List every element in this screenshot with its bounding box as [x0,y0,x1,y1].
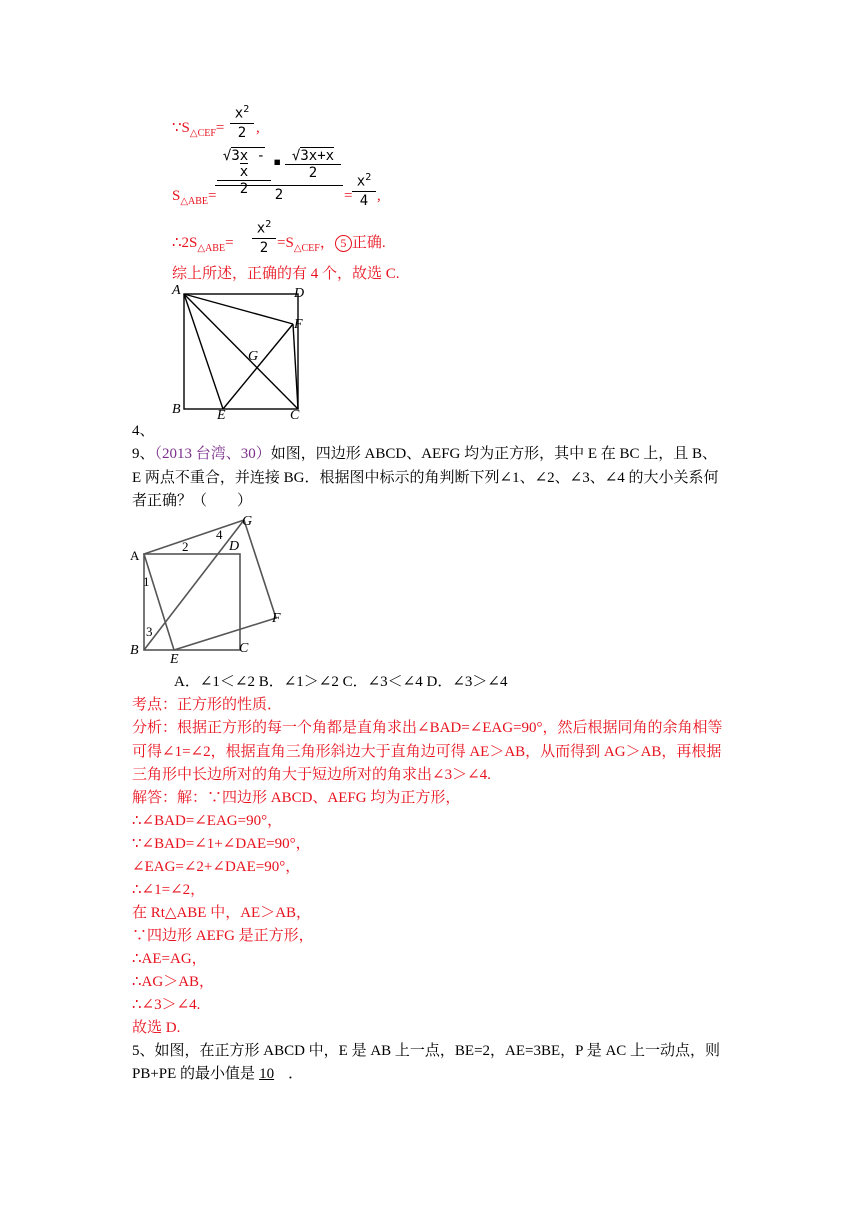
fraction-x2-over-2: $x^2$ 2 [230,104,254,141]
equals: = [344,188,353,204]
label-d: D [294,286,305,301]
step-5: 在 Rt△ABE 中，AE＞AB， [132,905,312,921]
angle-4-label: 4 [216,527,223,542]
step-10: 故选 D. [132,1020,181,1036]
s-abe-label: $S_{\triangle ABE}=$ [172,188,217,207]
label-e: E [217,408,226,422]
s-cef-result: $=S_{\triangle CEF}$， 5 正确. [277,235,386,254]
fraction-x2-over-2b: $x^2$ 2 [252,219,276,256]
figure-square-abcd-1 [168,282,318,422]
label-a: A [172,283,181,298]
label-f: F [294,317,303,332]
step-6: ∵四边形 AEFG 是正方形， [132,928,314,944]
angle-1-label: 1 [143,574,150,589]
step-7: ∴AE=AG， [132,951,207,967]
comma: , [256,120,260,136]
label-b: B [172,402,181,417]
question-4-label: 4、 [132,423,155,439]
label-c: C [290,408,300,422]
fenxi-line3: 三角形中长边所对的角大于短边所对的角求出∠3＞∠4. [132,767,491,783]
label-c2: C [239,641,249,656]
kaodian: 考点：正方形的性质． [132,697,283,713]
figure-squares-abcd-aefg [126,510,296,670]
q9-line2: E 两点不重合，并连接 BG．根据图中标示的角判断下列∠1、∠2、∠3、∠4 的大小关系何 [132,470,719,486]
step-4: ∴∠1=∠2， [132,882,206,898]
fenxi-line2: 可得∠1=∠2，根据直角三角形斜边大于直角边可得 AE＞AB，从而得到 AG＞AB，再根据 [132,744,722,760]
angle-3-label: 3 [146,624,153,639]
q5-line2: PB+PE 的最小值是 10 ． [132,1066,304,1082]
q5-answer: 10 [259,1066,275,1082]
answer-options: A．∠1＜∠2 B．∠1＞∠2 C．∠3＜∠4 D．∠3＞∠4 [174,674,508,690]
summary-line: 综上所述，正确的有 4 个，故选 C. [172,266,400,282]
label-f2: F [272,611,281,626]
fraction-x2-over-4: $x^2$ 4 [352,172,376,209]
fraction-s-abe: √3x - x 2 ▪ √3x+x 2 2 [215,148,343,203]
therefore-2s-abe: $\therefore 2S_{\triangle ABE}=$ [172,235,234,254]
angle-2-label: 2 [182,539,189,554]
q9-line3: 者正确？（ ） [132,493,253,509]
step-2: ∵∠BAD=∠1+∠DAE=90°， [132,836,311,852]
step-9: ∴∠3＞∠4. [132,997,201,1013]
label-b2: B [130,643,139,658]
fenxi-line1: 分析：根据正方形的每一个角都是直角求出∠BAD=∠EAG=90°，然后根据同角的余角相等 [132,720,723,736]
jieda-line: 解答：解：∵四边形 ABCD、AEFG 均为正方形， [132,790,461,806]
label-g: G [248,349,259,364]
q9-line1: 9、（2013 台湾、30）如图，四边形 ABCD、AEFG 均为正方形，其中 E 在 BC 上，且 B、 [132,446,718,462]
because-s-cef: $\because S_{\triangle CEF}=$ [172,120,225,139]
comma: , [377,188,381,204]
step-8: ∴AG＞AB， [132,974,215,990]
step-1: ∴∠BAD=∠EAG=90°， [132,813,283,829]
label-e2: E [170,652,179,667]
label-g2: G [242,514,253,529]
label-d2: D [229,539,240,554]
step-3: ∠EAG=∠2+∠DAE=90°， [132,859,301,875]
label-a2: A [130,548,140,563]
q5-line1: 5、如图，在正方形 ABCD 中，E 是 AB 上一点，BE=2，AE=3BE，P 是 AC 上一动点，则 [132,1043,721,1059]
